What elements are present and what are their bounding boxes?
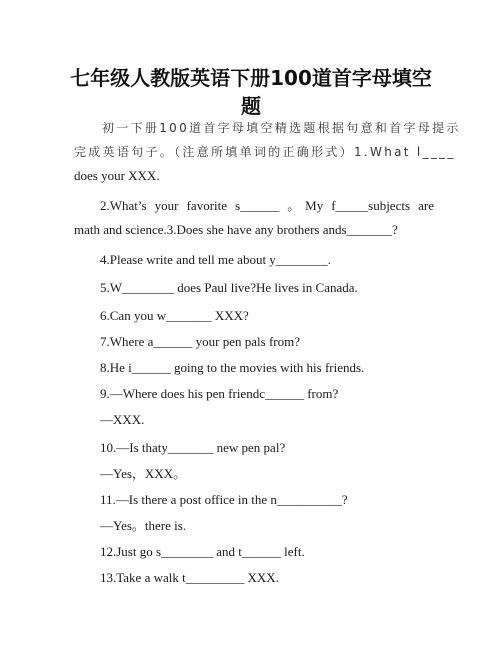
- intro-text-continued: [74, 140, 456, 164]
- question-6: 6.Can you w_______ XXX?: [100, 308, 249, 323]
- question-11-answer: —Yes。there is.: [100, 518, 187, 533]
- question-11: 11.—Is there a post office in the n__________?: [100, 492, 348, 507]
- question-7: 7.Where a______ your pen pals from?: [100, 334, 300, 349]
- intro-text-line2: 完成英语句子。（注意所填单词的正确形式）1.What l____: [74, 145, 456, 159]
- question-5: 5.W________ does Paul live?He lives in Canada.: [100, 280, 358, 295]
- question-9-answer: —XXX.: [100, 412, 145, 427]
- document-title-continued: 题: [241, 94, 261, 118]
- question-4: 4.Please write and tell me about y________.: [100, 252, 332, 267]
- intro-text: 初一下册100道首字母填空精选题根据句意和首字母提示: [102, 121, 461, 135]
- question-9: 9.—Where does his pen friendc______ from?: [100, 386, 339, 401]
- question-12: 12.Just go s________ and t______ left.: [100, 544, 305, 559]
- question-13: 13.Take a walk t_________ XXX.: [100, 570, 279, 585]
- question-1-continued: does your XXX.: [74, 168, 160, 183]
- question-10-answer: —Yes，XXX。: [100, 466, 187, 481]
- question-2: 2.What’s your favorite s______ 。My f_____subjects are: [100, 198, 434, 213]
- question-8: 8.He i______ going to the movies with his friends.: [100, 360, 365, 375]
- question-2-3-continued: math and science.3.Does she have any brothers ands_______?: [74, 222, 398, 237]
- document-title: 七年级人教版英语下册100道首字母填空: [70, 66, 432, 90]
- question-10: 10.—Is thaty_______ new pen pal?: [100, 440, 286, 455]
